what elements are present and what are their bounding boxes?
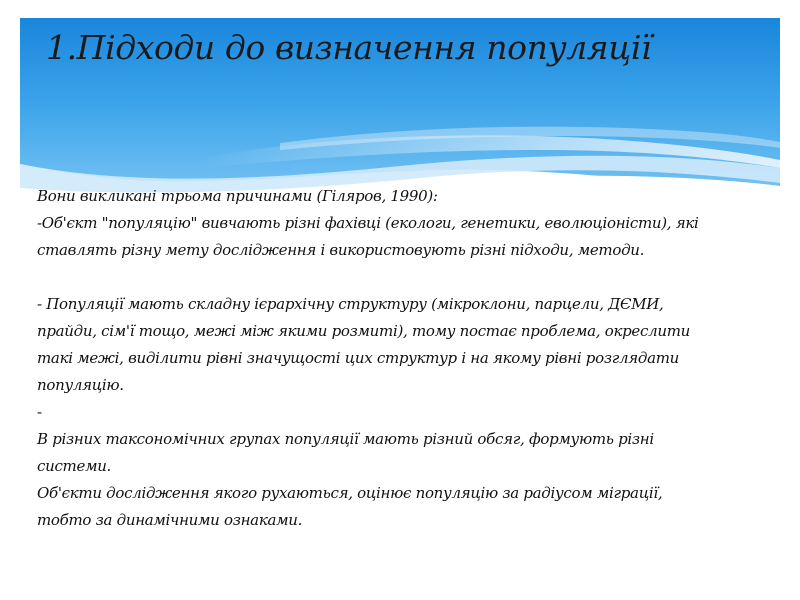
body-line: ставлять різну мету дослідження і використовують різні підходи, методи.: [37, 241, 645, 259]
body-line: -: [37, 403, 42, 421]
body-line: Вони викликані трьома причинами (Гіляров, 1990):: [37, 187, 438, 205]
body-line: популяцію.: [37, 376, 124, 394]
body-text: [37, 183, 737, 534]
body-line: -Об'єкт "популяцію" вивчають різні фахівці (екологи, генетики, еволюціоністи), які: [37, 214, 699, 232]
body-line: прайди, сім'ї тощо, межі між якими розмиті), тому постає проблема, окреслити: [37, 322, 690, 340]
blank-line: [37, 264, 737, 291]
body-line: системи.: [37, 457, 112, 475]
body-line: - Популяції мають складну ієрархічну структуру (мікроклони, парцели, ДЄМИ,: [37, 295, 664, 313]
body-line: тобто за динамічними ознаками.: [37, 511, 303, 529]
slide-title: 1.Підходи до визначення популяції: [46, 28, 652, 67]
body-line: Об'єкти дослідження якого рухаються, оцінює популяцію за радіусом міграції,: [37, 484, 663, 502]
body-line: В різних таксономічних групах популяції мають різний обсяг, формують різні: [37, 430, 654, 448]
body-line: такі межі, виділити рівні значущості цих структур і на якому рівні розглядати: [37, 349, 679, 367]
